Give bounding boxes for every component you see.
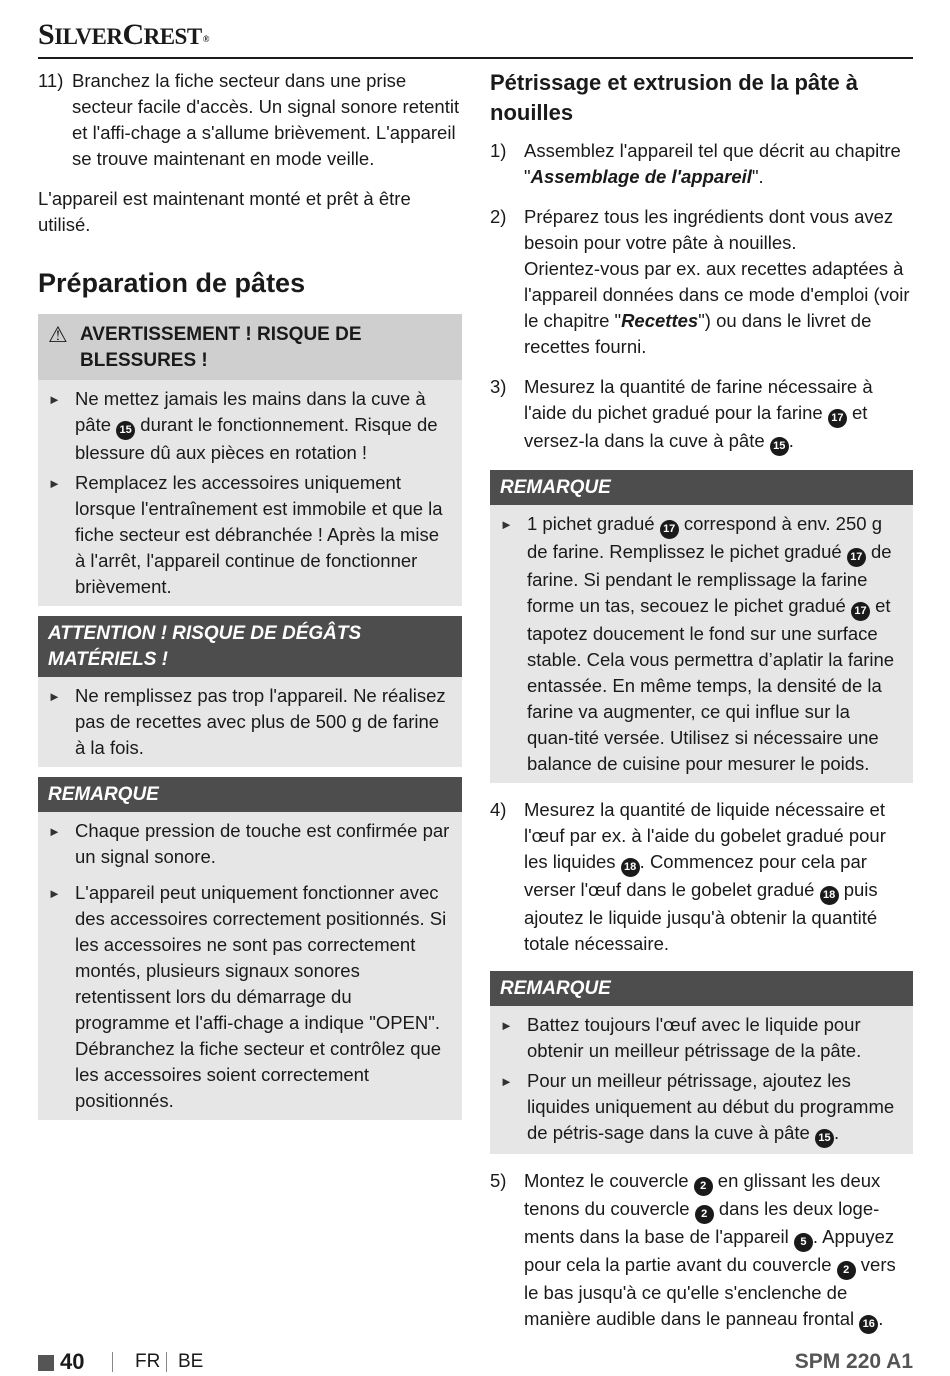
remark-header: REMARQUE <box>490 971 913 1006</box>
display-open-text: OPEN <box>375 1012 429 1033</box>
attention-header: ATTENTION ! RISQUE DE DÉGÂTS MATÉRIELS ! <box>38 616 462 677</box>
step-text: s'allume brièvement. L'appareil se trouve maintenant en mode veille. <box>72 122 456 169</box>
remark-box <box>490 470 913 783</box>
bullet-arrow-icon: ► <box>48 824 61 839</box>
chapter-reference: Recettes <box>621 310 699 331</box>
part-ref-badge: 17 <box>828 409 847 428</box>
brand-logo: SILVERCREST® <box>38 18 209 51</box>
subsection-title: Pétrissage et extrusion de la pâte à nouilles <box>490 70 859 125</box>
list-item: ► Ne remplissez pas trop l'appareil. Ne réalisez pas de recettes avec plus de 500 g de farine à la fois. <box>48 683 450 761</box>
step-number: 11) <box>38 70 64 91</box>
warning-box <box>38 314 462 606</box>
header-divider <box>38 57 913 59</box>
part-ref-badge: 2 <box>695 1205 714 1224</box>
part-ref-badge: 15 <box>815 1129 834 1148</box>
list-item: ► Battez toujours l'œuf avec le liquide pour obtenir un meilleur pétrissage de la pâte. <box>500 1012 901 1064</box>
display-symbol: a <box>186 122 197 143</box>
bullet-arrow-icon: ► <box>500 1018 513 1033</box>
remark-header: REMARQUE <box>38 777 462 812</box>
page-number: 40 <box>60 1349 85 1374</box>
part-ref-badge: 5 <box>794 1233 813 1252</box>
step-4: 4) Mesurez la quantité de liquide nécessaire et l'œuf par ex. à l'aide du gobelet gradué pour les liquides 18 . Commencez pour cela par verser l'œuf dans le gobelet gradué 18 puis ajoutez le liquide jusqu'à obtenir la quantité totale nécessaire. <box>490 799 886 954</box>
list-item: ► L'appareil peut uniquement fonctionner avec des accessoires correctement positionnés. Si les accessoires ne sont pas correctement montés, plusieurs signaux sonores retentissent lors du démarrage du programme et l'affi-chage a indique "OPEN". Débranchez la fiche secteur et contrôlez que les accessoires soient correctement positionnés. <box>48 880 450 1114</box>
bullet-arrow-icon: ► <box>500 517 513 532</box>
part-ref-badge: 18 <box>621 858 640 877</box>
part-ref-badge: 15 <box>770 437 789 456</box>
bullet-arrow-icon: ► <box>48 392 61 407</box>
part-ref-badge: 17 <box>847 548 866 567</box>
bullet-arrow-icon: ► <box>48 476 61 491</box>
right-column <box>490 68 913 1334</box>
remark-header: REMARQUE <box>490 470 913 505</box>
attention-box <box>38 616 462 767</box>
country-code: BE <box>178 1351 204 1372</box>
list-item: ► Pour un meilleur pétrissage, ajoutez les liquides uniquement au début du programme de pétris-sage dans la cuve à pâte 15 . <box>500 1068 901 1148</box>
part-ref-badge: 18 <box>820 886 839 905</box>
bullet-arrow-icon: ► <box>48 689 61 704</box>
bullet-arrow-icon: ► <box>48 886 61 901</box>
step-11 <box>38 68 462 172</box>
step-2: 2) Préparez tous les ingrédients dont vous avez besoin pour votre pâte à nouilles. Orientez-vous par ex. aux recettes adaptées à l'appareil données dans ce mode d'emploi (voir le chapitre "Recettes") ou dans le livret de recettes fourni. <box>490 206 910 357</box>
page-footer <box>38 1348 913 1376</box>
warning-header <box>38 314 462 380</box>
footer-divider <box>112 1352 113 1372</box>
warning-triangle-icon: ⚠ <box>48 322 68 347</box>
step-5: 5) Montez le couvercle 2 en glissant les deux tenons du couvercle 2 dans les deux loge-ments dans la base de l'appareil 5 . Appuyez pour cela la partie avant du couvercle 2 vers le bas jusqu'à ce qu'elle s'enclenche de manière audible dans le panneau frontal 16 . <box>490 1168 913 1334</box>
part-ref-badge: 17 <box>851 602 870 621</box>
display-symbol: a <box>289 1012 300 1033</box>
part-ref-badge: 16 <box>859 1315 878 1334</box>
language-code: FR <box>135 1351 161 1372</box>
step-1: 1) Assemblez l'appareil tel que décrit au chapitre "Assemblage de l'appareil". <box>490 140 901 187</box>
remark-box <box>38 777 462 1120</box>
section-title: Préparation de pâtes <box>38 268 306 298</box>
footer-square-icon <box>38 1355 54 1371</box>
list-item: ► Remplacez les accessoires uniquement lorsque l'entraînement est immobile et que la fiche secteur est débranchée ! Après la mise à l'arrêt, l'appareil continue de fonctionner brièvement. <box>48 470 450 600</box>
chapter-reference: Assemblage de l'appareil <box>530 166 752 187</box>
bullet-arrow-icon: ► <box>500 1074 513 1089</box>
list-item: ► Ne mettez jamais les mains dans la cuve à pâte 15 durant le fonctionnement. Risque de blessure dû aux pièces en rotation ! <box>48 386 450 466</box>
part-ref-badge: 17 <box>660 520 679 539</box>
left-column <box>38 68 462 1130</box>
part-ref-badge: 2 <box>694 1177 713 1196</box>
part-ref-badge: 15 <box>116 421 135 440</box>
warning-title: AVERTISSEMENT ! RISQUE DE BLESSURES ! <box>80 324 362 371</box>
list-item: ► 1 pichet gradué 17 correspond à env. 250 g de farine. Remplissez le pichet gradué 17 de farine. Si pendant le remplissage la farine forme un tas, secouez le pichet gradué 17 et tapotez doucement le fond sur une surface stable. Cela vous permettra d’aplatir la farine entassée. En même temps, la densité de la farine va augmenter, ce qui influe sur la quan-tité versée. Utilisez si nécessaire une balance de cuisine pour mesurer le poids. <box>500 511 901 777</box>
step-3: 3) Mesurez la quantité de farine nécessaire à l'aide du pichet gradué pour la farine 17 et versez-la dans la cuve à pâte 15 . <box>490 374 913 456</box>
remark-box <box>490 971 913 1154</box>
model-number: SPM 220 A1 <box>794 1350 913 1373</box>
step-text: Branchez la fiche secteur dans une prise secteur facile d'accès. Un signal sonore retentit et l'affi-chage <box>72 70 460 143</box>
part-ref-badge: 2 <box>837 1261 856 1280</box>
ready-paragraph: L'appareil est maintenant monté et prêt à être utilisé. <box>38 188 411 235</box>
footer-divider <box>166 1352 167 1372</box>
list-item: ► Chaque pression de touche est confirmée par un signal sonore. <box>48 818 450 870</box>
